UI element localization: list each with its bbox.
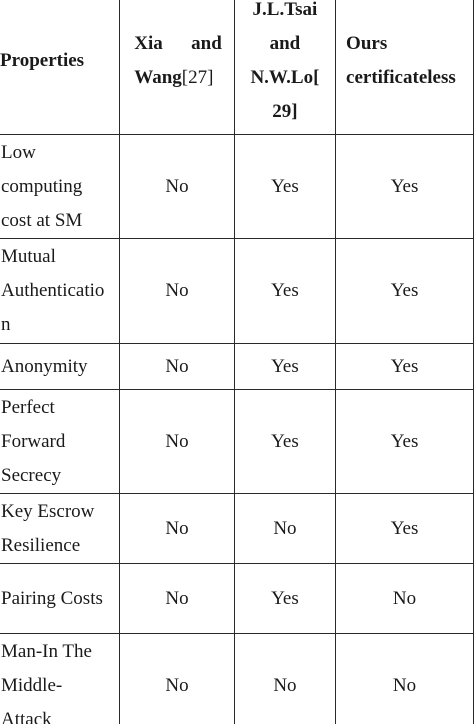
cell-ours: Yes	[336, 135, 474, 239]
cell-ours: Yes	[336, 494, 474, 564]
row-property-cell: Pairing Costs	[0, 564, 120, 634]
cell-ours: Yes	[336, 239, 474, 344]
header-ours-certificateless	[336, 0, 474, 135]
header-ours-line-1: Ours	[346, 32, 388, 54]
header-tsai-lo	[234, 0, 335, 135]
header-tsai-line-1: J.L.Tsai	[252, 0, 318, 20]
table-row	[0, 344, 474, 390]
cell-tsai-lo: Yes	[234, 344, 335, 390]
cell-xia-wang: No	[120, 494, 235, 564]
cell-xia-wang: No	[120, 564, 235, 634]
header-xia-wang	[120, 0, 235, 135]
header-tsai-line-2: and	[269, 32, 301, 54]
table-row	[0, 135, 474, 239]
cell-tsai-lo: Yes	[234, 135, 335, 239]
row-property-cell: Mutual Authenticatio n	[0, 239, 120, 344]
cell-tsai-lo: Yes	[234, 239, 335, 344]
header-tsai-line-3: N.W.Lo[	[250, 66, 320, 88]
cell-ours: Yes	[336, 344, 474, 390]
header-properties	[0, 0, 120, 135]
table-row	[0, 564, 474, 634]
table-row	[0, 239, 474, 344]
table-header-row	[0, 0, 474, 135]
cell-xia-wang: No	[120, 344, 235, 390]
cell-xia-wang: No	[120, 390, 235, 494]
cell-tsai-lo: No	[234, 494, 335, 564]
header-xia-and: and	[191, 32, 222, 54]
header-properties-label: Properties	[0, 49, 85, 71]
header-tsai-line-4: 29]	[272, 100, 298, 122]
header-xia-ref: [27]	[181, 66, 214, 88]
cell-tsai-lo: Yes	[234, 390, 335, 494]
cell-ours: No	[336, 634, 474, 724]
cell-tsai-lo: Yes	[234, 564, 335, 634]
cell-xia-wang: No	[120, 634, 235, 724]
header-xia-wang-name: Wang	[134, 66, 182, 88]
row-property-cell: Anonymity	[0, 344, 120, 390]
cell-ours: No	[336, 564, 474, 634]
header-xia-word: Xia	[134, 32, 163, 54]
header-ours-line-2: certificateless	[346, 66, 456, 88]
row-property-cell: Man-In The Middle- Attack	[0, 634, 120, 724]
row-property-cell: Perfect Forward Secrecy	[0, 390, 120, 494]
row-property-cell: Low computing cost at SM	[0, 135, 120, 239]
cell-xia-wang: No	[120, 135, 235, 239]
table-row	[0, 634, 474, 724]
cell-tsai-lo: No	[234, 634, 335, 724]
cell-xia-wang: No	[120, 239, 235, 344]
cell-ours: Yes	[336, 390, 474, 494]
row-property-cell: Key Escrow Resilience	[0, 494, 120, 564]
table-row	[0, 494, 474, 564]
table-row	[0, 390, 474, 494]
